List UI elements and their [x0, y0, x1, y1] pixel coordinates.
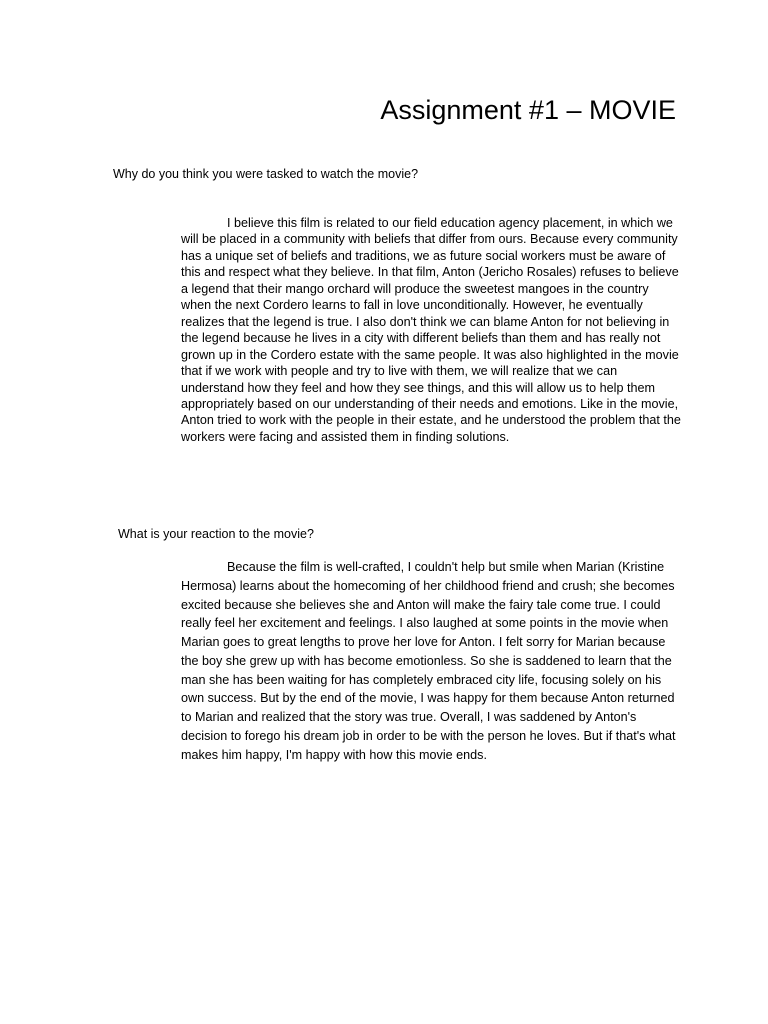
- answer-2: Because the film is well-crafted, I couldn't help but smile when Marian (Kristine Hermosa) learns about the homecoming of her childhood friend and crush; she becomes excited because she believes she and Anton will make the fairy tale come true. I could really feel her excitement and feelings. I also laughed at some points in the movie when Marian goes to great lengths to prove her love for Anton. I felt sorry for Marian because the boy she grew up with has become emotionless. So she is saddened to learn that the man she has been waiting for has completely embraced city life, focusing solely on his own success. But by the end of the movie, I was happy for them because Anton returned to Marian and realized that the story was true. Overall, I was saddened by Anton's decision to forego his dream job in order to be with the person he loves. But if that's what makes him happy, I'm happy with how this movie ends.: [181, 560, 676, 762]
- answer-1: I believe this film is related to our field education agency placement, in which we will be placed in a community with beliefs that differ from ours. Because every community has a unique set of beliefs and traditions, we as future social workers must be aware of this and respect what they believe. In that film, Anton (Jericho Rosales) refuses to believe a legend that their mango orchard will produce the sweetest mangoes in the country when the next Cordero learns to fall in love unconditionally. However, he eventually realizes that the legend is true. I also don't think we can blame Anton for not believing in the legend because he lives in a city with different beliefs than them and has really not grown up in the Cordero estate with the same people. It was also highlighted in the movie that if we work with people and try to live with them, we will realize that we can understand how they feel and how they see things, and this will allow us to help them appropriately based on our understanding of their needs and emotions. Like in the movie, Anton tried to work with the people in their estate, and he understood the problem that the workers were facing and assisted them in finding solutions.: [181, 216, 681, 444]
- question-2: What is your reaction to the movie?: [118, 527, 314, 541]
- question-1: Why do you think you were tasked to watch the movie?: [113, 167, 419, 181]
- document-title: Assignment #1 – MOVIE: [380, 95, 676, 125]
